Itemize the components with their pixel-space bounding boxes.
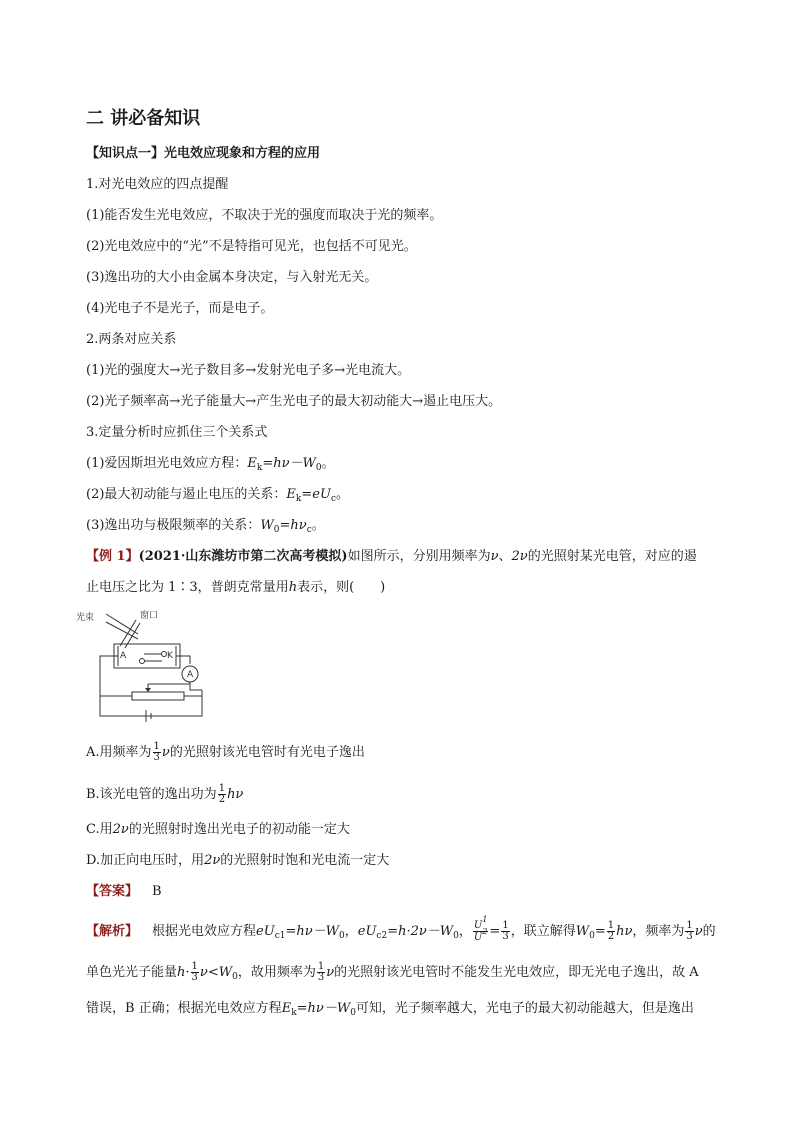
formula-subscript: k: [295, 494, 302, 504]
equation-term: =hν－W: [296, 1001, 351, 1016]
frequency-symbol: 2ν: [112, 822, 129, 837]
formula-expression: =hν: [279, 518, 307, 533]
sub3-item-3: [86, 517, 325, 535]
fraction-numerator: 1: [686, 920, 693, 931]
equation-term: W: [575, 924, 590, 939]
analysis-line-1: [86, 915, 716, 943]
punctuation: 、: [498, 549, 512, 564]
analysis-text: 错误，B 正确；根据光电效应方程: [86, 1001, 282, 1016]
option-text: A.用频率为: [86, 745, 152, 760]
equals-sign: =: [594, 924, 606, 939]
fraction-denominator: 3: [317, 972, 325, 983]
analysis-line-3: [86, 1000, 694, 1018]
fraction-denominator: 3: [686, 931, 693, 942]
equation-subscript: 0: [339, 931, 345, 941]
sub3-item-2: [86, 486, 349, 504]
fraction: [317, 962, 325, 983]
sub3-heading: 3.定量分析时应抓住三个关系式: [86, 425, 268, 440]
electron: [140, 659, 145, 664]
knowledge-point-heading: [86, 145, 320, 163]
sub1-heading: 1.对光电效应的四点提醒: [86, 177, 229, 192]
analysis-text: ，故用频率为: [237, 965, 316, 980]
sub2-item-1: (1)光的强度大→光子数目多→发射光电子多→光电流大。: [86, 363, 411, 378]
planck-symbol: h: [288, 580, 298, 595]
beam-label: 光束: [76, 613, 95, 623]
answer-value: B: [152, 884, 162, 899]
equation-term: =hν－W: [285, 924, 339, 939]
fraction-denominator: 3: [191, 972, 198, 983]
frequency-symbol: ν: [490, 549, 499, 564]
formula-label: (1)爱因斯坦光电效应方程：: [86, 456, 248, 471]
rheostat-icon: [132, 692, 184, 700]
formula-label: (2)最大初动能与遏止电压的关系：: [86, 487, 287, 502]
frequency-symbol: 2ν: [204, 853, 221, 868]
formula-symbol: E: [286, 487, 296, 502]
equation-term: h·: [177, 965, 190, 980]
fraction: [218, 784, 226, 805]
less-than-sign: <: [207, 965, 219, 980]
equals-sign: =: [489, 924, 501, 939]
formula-expression: =eU: [301, 487, 331, 502]
fraction: [473, 915, 489, 943]
circuit-wire: [100, 656, 202, 716]
equation-term: W: [218, 965, 233, 980]
equation-subscript: c2: [376, 931, 388, 941]
fraction: [501, 921, 509, 942]
analysis-text: 的光照射该光电管时不能发生光电效应，即无光电子逸出，故 A: [334, 965, 699, 980]
equation-subscript: 0: [232, 972, 238, 982]
option-text: 的光照射时逸出光电子的初动能一定大: [128, 822, 350, 837]
fraction: [685, 921, 693, 942]
fraction: [153, 742, 161, 763]
equation-subscript: 0: [589, 931, 595, 941]
equation-term: =h·2ν－W: [387, 924, 454, 939]
fraction-denominator: 2: [218, 794, 226, 805]
analysis-text: 单色光光子能量: [86, 965, 178, 980]
fraction-numerator: 1: [502, 920, 509, 931]
example-stem-text: 表示，则( ): [297, 580, 386, 595]
example-stem-text: 止电压之比为 1∶3，普朗克常量用: [86, 580, 289, 595]
sub3-item-1: [86, 455, 335, 473]
analysis-text: 的: [702, 924, 716, 939]
sub2-heading: 2.两条对应关系: [86, 332, 177, 347]
fraction: [607, 921, 615, 942]
fraction-denominator: 3: [153, 752, 160, 763]
fraction-numerator: 1: [317, 961, 325, 972]
option-text: 的光照射该光电管时有光电子逸出: [169, 745, 365, 760]
circuit-wire: [176, 656, 190, 664]
option-d: [86, 852, 389, 870]
ammeter-label: A: [187, 670, 194, 680]
analysis-text: ，联立解得: [510, 924, 576, 939]
phototube-circuit-figure: [72, 606, 212, 722]
frequency-symbol: ν: [199, 965, 208, 980]
superscript: 1: [482, 915, 488, 924]
equation-term: E: [281, 1001, 292, 1016]
frequency-symbol: ν: [326, 965, 335, 980]
analysis-label: 【解析】: [86, 924, 139, 939]
frequency-symbol: ν: [694, 924, 703, 939]
formula-subscript: c: [306, 525, 312, 535]
sub1-item-3: (3)逸出功的大小由金属本身决定，与入射光无关。: [86, 270, 378, 285]
electron: [162, 652, 167, 657]
analysis-text: ，频率为: [632, 924, 685, 939]
sub1-item-1: (1)能否发生光电效应，不取决于光的强度而取决于光的频率。: [86, 208, 443, 223]
equation-term: eU: [357, 924, 377, 939]
option-text: B.该光电管的逸出功为: [86, 787, 217, 802]
equation-subscript: c1: [274, 931, 286, 941]
option-a: [86, 742, 365, 763]
equation-term: hν: [616, 924, 633, 939]
energy-expression: hν: [227, 787, 244, 802]
punctuation: ，: [344, 924, 358, 939]
formula-subscript: 0: [273, 525, 280, 535]
frequency-symbol: ν: [161, 745, 170, 760]
option-text: 的光照射时饱和光电流一定大: [220, 853, 390, 868]
formula-expression: =hν－W: [262, 456, 316, 471]
punctuation: ，: [458, 924, 472, 939]
fraction-numerator: U: [473, 920, 483, 931]
formula-subscript: k: [256, 463, 263, 473]
formula-subscript: 0: [315, 463, 322, 473]
fraction-numerator: 1: [218, 783, 226, 794]
formula-subscript: c: [330, 494, 336, 504]
slider-arrow-icon: [145, 688, 151, 692]
equation-subscript: 0: [350, 1008, 356, 1018]
option-c: [86, 821, 350, 839]
equation-subscript: k: [291, 1008, 297, 1018]
answer-label: 【答案】: [86, 884, 139, 899]
fraction: [191, 962, 199, 983]
analysis-text: 可知，光子频率越大，光电子的最大初动能越大，但是逸出: [355, 1001, 694, 1016]
analysis-line-2: [86, 962, 699, 983]
equation-subscript: 0: [453, 931, 459, 941]
superscript: 2: [482, 927, 488, 936]
fraction-denominator: U: [473, 932, 483, 943]
fraction-denominator: 3: [502, 931, 509, 942]
example-source: (2021·山东潍坊市第二次高考模拟): [138, 549, 348, 564]
cathode-label: K: [167, 651, 173, 661]
knowledge-point-title: 光电效应现象和方程的应用: [164, 146, 321, 161]
frequency-symbol: 2ν: [511, 549, 528, 564]
example-stem-text: 如图所示，分别用频率为: [347, 549, 491, 564]
knowledge-point-label: 【知识点一】: [86, 146, 165, 161]
option-b: [86, 784, 243, 805]
formula-label: (3)逸出功与极限频率的关系：: [86, 518, 261, 533]
formula-symbol: W: [260, 518, 274, 533]
example-label: 【例 1】: [86, 549, 139, 564]
circuit-wire: [190, 682, 202, 690]
fraction-numerator: 1: [191, 961, 198, 972]
sub1-item-2: (2)光电效应中的“光”不是特指可见光，也包括不可见光。: [86, 239, 417, 254]
option-text: C.用: [86, 822, 113, 837]
sub2-item-2: (2)光子频率高→光子能量大→产生光电子的最大初动能大→遏止电压大。: [86, 394, 502, 409]
equation-term: eU: [256, 924, 275, 939]
anode-label: A: [120, 651, 127, 661]
fraction-numerator: 1: [153, 741, 160, 752]
example-stem-line-2: [86, 579, 385, 597]
punctuation: 。: [321, 456, 335, 471]
option-text: D.加正向电压时，用: [86, 853, 205, 868]
fraction-denominator: 2: [607, 931, 615, 942]
fraction-numerator: 1: [607, 920, 615, 931]
punctuation: 。: [311, 518, 325, 533]
section-title: 二 讲必备知识: [86, 108, 201, 129]
example-stem-text: 的光照射某光电管，对应的遏: [527, 549, 697, 564]
punctuation: 。: [335, 487, 349, 502]
formula-symbol: E: [247, 456, 257, 471]
answer-line: [86, 883, 162, 901]
sub1-item-4: (4)光电子不是光子，而是电子。: [86, 301, 274, 316]
window-label: 窗口: [140, 611, 159, 621]
analysis-text: 根据光电效应方程: [152, 924, 257, 939]
example-stem-line-1: [86, 548, 697, 566]
